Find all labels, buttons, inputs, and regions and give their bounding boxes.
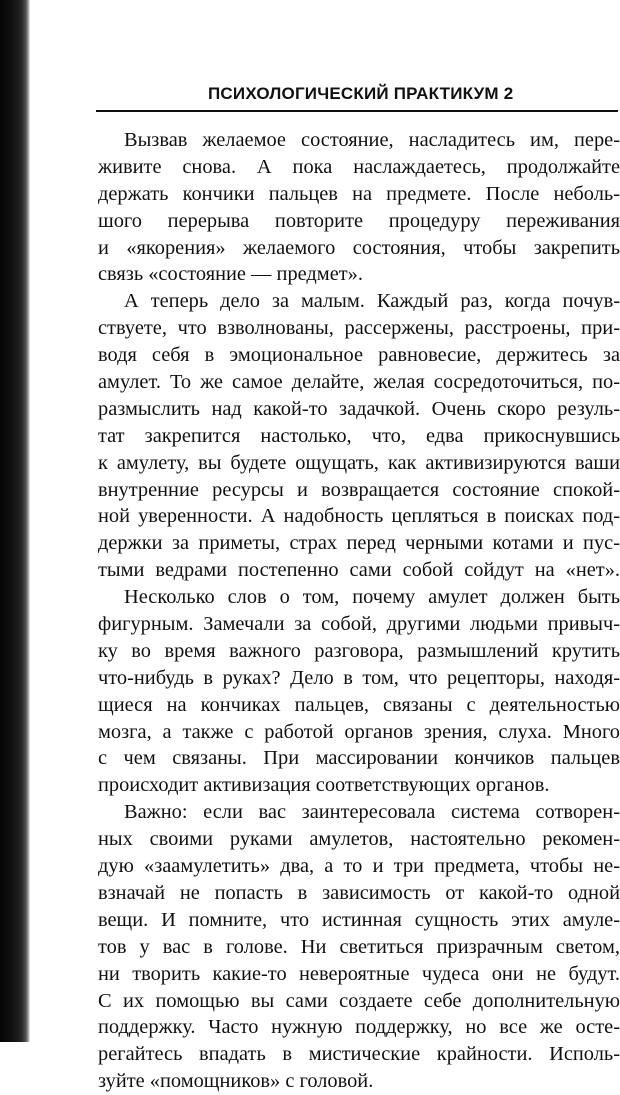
text-line: живите снова. А пока наслаждаетесь, продолжайте — [98, 155, 620, 178]
text-line: тов у вас в голове. Ни светиться призрачным светом, — [98, 935, 620, 958]
text-line: размыслить над какой-то задачкой. Очень скоро резуль- — [98, 397, 620, 420]
text-line: держки за приметы, страх перед черными котами и пус- — [98, 532, 620, 555]
text-line: ствуете, что взволнованы, рассержены, расстроены, при- — [98, 317, 620, 340]
text-line: зуйте «помощников» с головой. — [98, 1070, 374, 1093]
text-line: держать кончики пальцев на предмете. После неболь- — [98, 182, 620, 205]
text-line: дую «заамулетить» два, а то и три предмета, чтобы не- — [98, 855, 620, 878]
text-line: амулет. То же самое делайте, желая сосредоточиться, по- — [98, 371, 620, 394]
text-line: с чем связаны. При массировании кончиков пальцев — [98, 747, 620, 770]
running-header — [96, 78, 618, 112]
text-line: фигурным. Замечали за собой, другими людьми привыч- — [98, 613, 620, 636]
text-line: к амулету, вы будете ощущать, как активизируются ваши — [98, 451, 620, 474]
text-line: и «якорения» желаемого состояния, чтобы закрепить — [98, 236, 620, 259]
text-line: водя себя в эмоциональное равновесие, держитесь за — [98, 344, 620, 367]
text-line: Вызвав желаемое состояние, насладитесь им, пере- — [124, 129, 620, 151]
text-line: ной уверенности. А надобность цепляться в поисках под- — [98, 505, 620, 528]
text-line: вещи. И помните, что истинная сущность этих амуле- — [98, 908, 620, 931]
text-line: ни творить какие-то невероятные чудеса они не будут. — [98, 962, 620, 985]
text-line: ку во время важного разговора, размышлений крутить — [98, 639, 620, 662]
text-line: внутренние ресурсы и возвращается состояние спокой- — [98, 478, 620, 501]
book-spine-shadow — [0, 0, 30, 1042]
running-header-title: ПСИХОЛОГИЧЕСКИЙ ПРАКТИКУМ 2 — [208, 84, 514, 103]
text-line: ных своими руками амулетов, настоятельно рекомен- — [98, 828, 620, 851]
body-text — [98, 127, 620, 1095]
text-line: мозга, а также с работой органов зрения, слуха. Много — [98, 720, 620, 743]
text-line: шого перерыва повторите процедуру переживания — [98, 209, 620, 232]
text-line: тыми ведрами постепенно сами собой сойдут на «нет». — [98, 559, 620, 582]
text-line: тат закрепится настолько, что, едва прикоснувшись — [98, 424, 620, 447]
text-line: регайтесь впадать в мистические крайности. Исполь- — [98, 1043, 620, 1066]
text-line: С их помощью вы сами создаете себе дополнительную — [98, 989, 620, 1012]
text-line: А теперь дело за малым. Каждый раз, когда почув- — [124, 290, 620, 313]
text-line: связь «состояние — предмет». — [98, 263, 363, 286]
text-line: щиеся на кончиках пальцев, связаны с деятельностью — [98, 693, 620, 716]
text-line: происходит активизация соответствующих органов. — [98, 774, 550, 797]
text-line: поддержку. Часто нужную поддержку, но все же осте- — [98, 1016, 620, 1039]
text-line: Важно: если вас заинтересовала система сотворен- — [124, 801, 620, 824]
text-line: что-нибудь в руках? Дело в том, что рецепторы, находя- — [98, 666, 620, 689]
text-line: взначай не попасть в зависимость от какой-то одной — [98, 881, 620, 904]
text-line: Несколько слов о том, почему амулет должен быть — [124, 586, 620, 609]
